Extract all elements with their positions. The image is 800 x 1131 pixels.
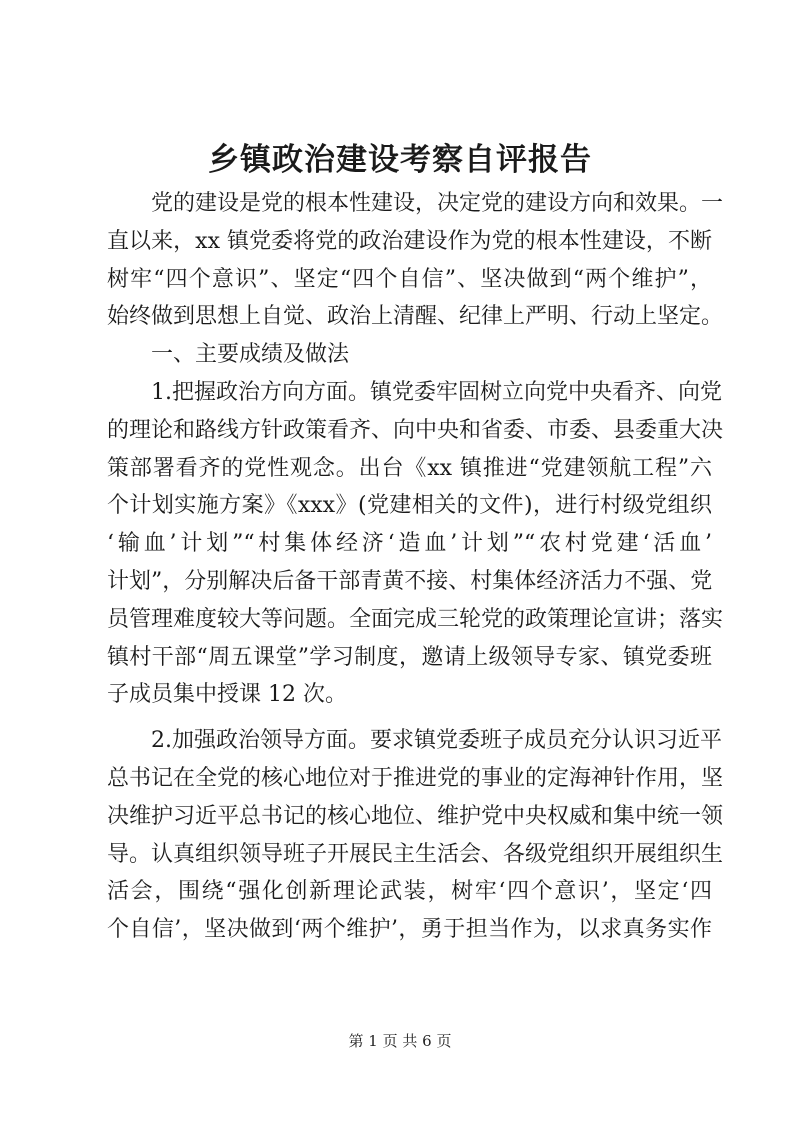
text-line: 活会，围绕“强化创新理论武装，树牢‘四个意识’，坚定‘四 — [107, 879, 712, 905]
text-line: 个计划实施方案》《xxx》(党建相关的文件)，进行村级党组织 — [107, 493, 712, 519]
text-line: 2.加强政治领导方面。要求镇党委班子成员充分认识习近平 — [151, 728, 722, 754]
text-line: 导。认真组织领导班子开展民主生活会、各级党组织开展组织生 — [107, 841, 724, 867]
text-line: 策部署看齐的党性观念。出台《xx 镇推进“党建领航工程”六 — [107, 455, 712, 481]
text-line: 决维护习近平总书记的核心地位、维护党中央权威和集中统一领 — [107, 803, 724, 829]
text-line: 直以来，xx 镇党委将党的政治建设作为党的根本性建设，不断 — [107, 228, 712, 254]
document-body — [107, 185, 724, 949]
document-title: 乡镇政治建设考察自评报告 — [208, 142, 592, 178]
text-line: 树牢“四个意识”、坚定“四个自信”、坚决做到“两个维护”， — [107, 266, 712, 292]
paragraph-gap — [107, 714, 712, 722]
page-footer: 第 1 页 共 6 页 — [348, 1032, 452, 1050]
text-line: 总书记在全党的核心地位对于推进党的事业的定海神针作用，坚 — [107, 765, 724, 791]
text-line: 计划”，分别解决后备干部青黄不接、村集体经济活力不强、党 — [107, 568, 713, 594]
text-line: 的理论和路线方针政策看齐、向中央和省委、市委、县委重大决 — [107, 417, 724, 443]
text-line: 员管理难度较大等问题。全面完成三轮党的政策理论宣讲；落实 — [107, 606, 724, 632]
text-line: 始终做到思想上自觉、政治上清醒、纪律上严明、行动上坚定。 — [107, 304, 724, 330]
text-line: 党的建设是党的根本性建设，决定党的建设方向和效果。一 — [151, 191, 724, 216]
text-line: 1.把握政治方向方面。镇党委牢固树立向党中央看齐、向党 — [151, 379, 722, 405]
section-heading: 一、主要成绩及做法 — [151, 342, 350, 368]
text-line: 镇村干部“周五课堂”学习制度，邀请上级领导专家、镇党委班 — [107, 644, 712, 670]
text-line: ‘输血’计划”“村集体经济‘造血’计划”“农村党建‘活血’ — [107, 531, 712, 557]
text-line: 子成员集中授课 12 次。 — [107, 682, 347, 708]
text-line: 个自信’，坚决做到‘两个维护’，勇于担当作为，以求真务实作 — [107, 917, 712, 943]
